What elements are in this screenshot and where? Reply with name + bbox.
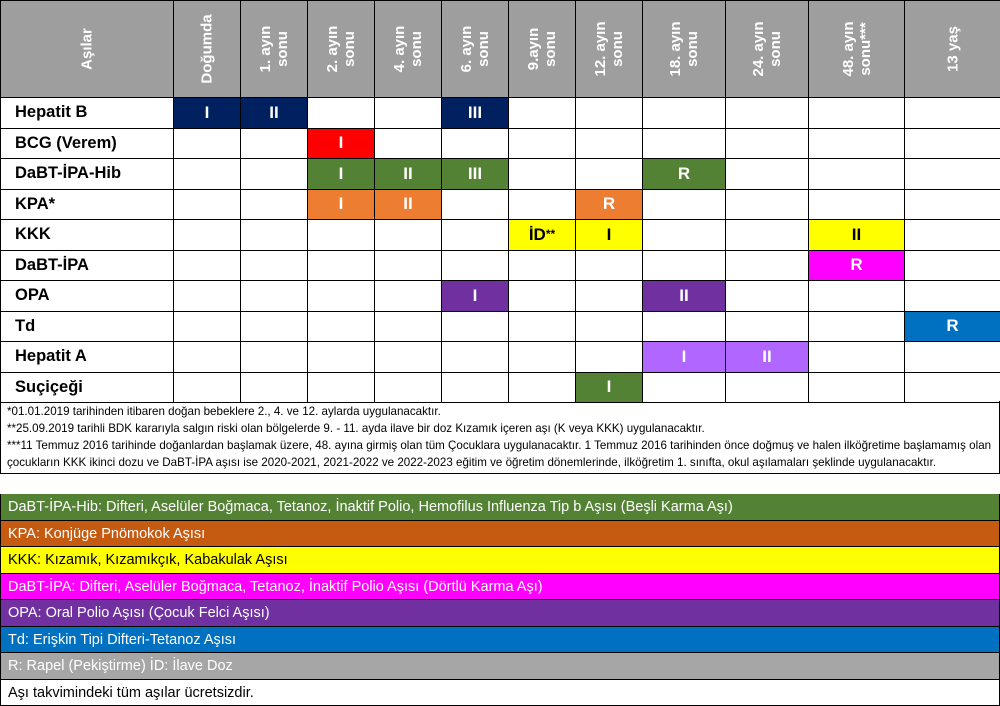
schedule-cell: [375, 372, 442, 403]
schedule-cell: [726, 311, 809, 342]
schedule-cell: [442, 342, 509, 373]
dose-label: I: [204, 102, 210, 122]
schedule-cell: [375, 220, 442, 251]
footnote-1: *01.01.2019 tarihinden itibaren doğan bebeklere 2., 4. ve 12. aylarda uygulanacaktır.: [7, 405, 441, 418]
header-line2: sonu: [684, 31, 701, 67]
footnote-3: ***11 Temmuz 2016 tarihinde doğanlardan başlamak üzere, 48. ayına girmiş olan tüm Çocuklara uygulanacaktır. 1 Temmuz 2016 tarihinden önce doğmuş ve halen ilköğretime başlamamış olan çocukların KKK ikinci dozu ve DaBT-İPA aşısı ise 2020-2021, 2021-2022 ve 2022-2023 eğitim ve öğretim dönemlerinde, ilköğretim 1. sınıfta, okul aşılamaları şeklinde uygulanacaktır.: [7, 439, 992, 469]
schedule-cell: [442, 372, 509, 403]
schedule-cell: [174, 281, 241, 312]
schedule-cell: [905, 372, 1000, 403]
header-column: [308, 1, 375, 98]
schedule-cell: [576, 159, 643, 190]
schedule-cell: [241, 128, 308, 159]
schedule-cell: [643, 220, 726, 251]
dose-label: R: [946, 316, 959, 336]
vaccine-name: Hepatit A: [1, 342, 174, 373]
table-row: [1, 189, 1000, 220]
legend-item: Aşı takvimindeki tüm aşılar ücretsizdir.: [0, 680, 1000, 706]
schedule-cell: [809, 372, 905, 403]
schedule-cell: [643, 98, 726, 129]
schedule-cell: [809, 189, 905, 220]
schedule-cell: [174, 220, 241, 251]
header-line1: 18. ayın: [667, 21, 684, 77]
header-column-label: [458, 26, 492, 73]
schedule-cell: [509, 128, 576, 159]
schedule-cell: [509, 250, 576, 281]
schedule-cell: [726, 220, 809, 251]
header-line1: 2. ayın: [324, 25, 341, 73]
dose-cell: [643, 159, 726, 190]
schedule-cell: [905, 128, 1000, 159]
dose-label: II: [679, 285, 689, 305]
dose-label: II: [403, 194, 413, 214]
legend-item: Td: Erişkin Tipi Difteri-Tetanoz Aşısı: [0, 627, 1000, 654]
header-column: [809, 1, 905, 98]
header-row: [1, 1, 1000, 98]
schedule-cell: [308, 250, 375, 281]
schedule-cell: [442, 220, 509, 251]
schedule-cell: [905, 159, 1000, 190]
schedule-cell: [375, 98, 442, 129]
schedule-cell: [726, 98, 809, 129]
vaccine-name: DaBT-İPA-Hib: [1, 159, 174, 190]
vaccine-name: BCG (Verem): [1, 128, 174, 159]
dose-cell: [174, 98, 241, 129]
vaccine-name: KPA*: [1, 189, 174, 220]
table-row: [1, 372, 1000, 403]
header-column-label: [944, 26, 961, 72]
header-line1: Doğumda: [198, 14, 216, 84]
dose-label: I: [606, 224, 612, 244]
dose-cell: [442, 281, 509, 312]
dose-cell: [509, 220, 576, 251]
header-line2: sonu: [274, 31, 291, 67]
header-line1: 1. ayın: [257, 25, 274, 73]
header-column: [375, 1, 442, 98]
header-column: [442, 1, 509, 98]
schedule-cell: [241, 311, 308, 342]
schedule-cell: [809, 128, 905, 159]
schedule-cell: [509, 189, 576, 220]
schedule-cell: [576, 128, 643, 159]
schedule-cell: [809, 311, 905, 342]
schedule-cell: [905, 220, 1000, 251]
schedule-cell: [576, 250, 643, 281]
schedule-cell: [375, 311, 442, 342]
header-column: [174, 1, 241, 98]
schedule-cell: [509, 98, 576, 129]
schedule-cell: [809, 98, 905, 129]
dose-cell: [726, 342, 809, 373]
dose-cell: [308, 128, 375, 159]
schedule-cell: [375, 281, 442, 312]
schedule-cell: [809, 281, 905, 312]
dose-label: I: [681, 346, 687, 366]
table-row: [1, 128, 1000, 159]
header-line1: 6. ayın: [458, 25, 475, 73]
header-line2: sonu***: [856, 22, 874, 76]
legend-item: KKK: Kızamık, Kızamıkçık, Kabakulak Aşısı: [0, 547, 1000, 574]
schedule-cell: [905, 98, 1000, 129]
schedule-cell: [726, 189, 809, 220]
schedule-cell: [576, 342, 643, 373]
schedule-cell: [509, 342, 576, 373]
dose-label: II: [762, 346, 772, 366]
dose-label: II: [269, 102, 279, 122]
dose-cell: [308, 189, 375, 220]
vaccine-name: Suçiçeği: [1, 372, 174, 403]
schedule-cell: [241, 189, 308, 220]
schedule-cell: [809, 159, 905, 190]
schedule-cell: [576, 311, 643, 342]
dose-footnote-mark: **: [545, 226, 556, 241]
header-line1: 12. ayın: [592, 21, 609, 77]
schedule-cell: [726, 281, 809, 312]
dose-label: I: [472, 285, 478, 305]
table-row: [1, 311, 1000, 342]
header-column-label: [592, 21, 626, 76]
table-row: [1, 342, 1000, 373]
vaccine-name: KKK: [1, 220, 174, 251]
dose-cell: [576, 220, 643, 251]
dose-label: İD: [528, 224, 546, 244]
schedule-cell: [509, 159, 576, 190]
header-column: [509, 1, 576, 98]
dose-label: III: [467, 102, 483, 122]
dose-cell: [442, 98, 509, 129]
header-column-label: [750, 21, 784, 76]
schedule-cell: [241, 342, 308, 373]
schedule-cell: [375, 128, 442, 159]
dose-cell: [643, 281, 726, 312]
footnote-2: **25.09.2019 tarihli BDK kararıyla salgın riski olan bölgelerde 9. - 11. ayda ilave bir doz Kızamık içeren aşı (K veya KKK) uygulanacaktır.: [7, 422, 705, 435]
schedule-cell: [174, 372, 241, 403]
schedule-cell: [442, 250, 509, 281]
header-line1: 24. ayın: [750, 21, 767, 77]
dose-label: I: [338, 163, 344, 183]
schedule-cell: [375, 250, 442, 281]
legend-item: KPA: Konjüge Pnömokok Aşısı: [0, 521, 1000, 548]
header-line1: 48. ayın: [839, 21, 857, 77]
schedule-cell: [308, 342, 375, 373]
header-column: [241, 1, 308, 98]
schedule-cell: [174, 250, 241, 281]
schedule-cell: [174, 159, 241, 190]
dose-label: I: [606, 377, 612, 397]
dose-cell: [809, 250, 905, 281]
table-row: [1, 250, 1000, 281]
schedule-cell: [308, 281, 375, 312]
schedule-cell: [726, 159, 809, 190]
dose-cell: [576, 189, 643, 220]
schedule-cell: [726, 128, 809, 159]
table-row: [1, 220, 1000, 251]
schedule-cell: [241, 220, 308, 251]
schedule-cell: [905, 250, 1000, 281]
dose-label: II: [403, 163, 413, 183]
header-vaccines-label: Aşılar: [78, 28, 96, 70]
dose-label: R: [850, 255, 863, 275]
header-column-label: [391, 26, 425, 73]
schedule-cell: [442, 311, 509, 342]
header-line2: sonu: [341, 31, 358, 67]
dose-cell: [375, 159, 442, 190]
dose-label: I: [338, 133, 344, 153]
schedule-cell: [576, 98, 643, 129]
schedule-cell: [905, 342, 1000, 373]
table-row: [1, 98, 1000, 129]
dose-cell: [442, 159, 509, 190]
schedule-cell: [308, 98, 375, 129]
header-line1: 13 yaş: [944, 26, 961, 72]
header-column-label: [199, 14, 216, 83]
footnotes: [0, 401, 1000, 474]
schedule-cell: [643, 372, 726, 403]
schedule-cell: [241, 281, 308, 312]
legend-item: R: Rapel (Pekiştirme) İD: İlave Doz: [0, 653, 1000, 680]
schedule-cell: [174, 128, 241, 159]
header-vaccines: [1, 1, 174, 98]
schedule-cell: [442, 189, 509, 220]
header-line2: sonu: [542, 31, 559, 67]
dose-cell: [905, 311, 1000, 342]
schedule-cell: [509, 281, 576, 312]
dose-cell: [576, 372, 643, 403]
schedule-cell: [643, 189, 726, 220]
dose-cell: [809, 220, 905, 251]
header-line2: sonu: [408, 31, 425, 67]
vaccine-name: Hepatit B: [1, 98, 174, 129]
header-line1: 9.ayın: [525, 27, 542, 71]
schedule-cell: [905, 189, 1000, 220]
schedule-cell: [905, 281, 1000, 312]
schedule-cell: [241, 159, 308, 190]
header-column-label: [324, 26, 358, 73]
schedule-cell: [643, 128, 726, 159]
header-line2: sonu: [609, 31, 626, 67]
header-column: [905, 1, 1000, 98]
header-column-label: [257, 26, 291, 73]
header-column: [576, 1, 643, 98]
schedule-cell: [375, 342, 442, 373]
vaccine-name: DaBT-İPA: [1, 250, 174, 281]
schedule-cell: [509, 372, 576, 403]
header-column-label: [840, 21, 874, 76]
schedule-cell: [643, 311, 726, 342]
dose-label: II: [851, 224, 862, 244]
header-column: [643, 1, 726, 98]
schedule-cell: [241, 372, 308, 403]
schedule-cell: [576, 281, 643, 312]
legend-item: OPA: Oral Polio Aşısı (Çocuk Felci Aşısı): [0, 600, 1000, 627]
schedule-cell: [726, 372, 809, 403]
header-line2: sonu: [767, 31, 784, 67]
table-row: [1, 159, 1000, 190]
schedule-cell: [308, 372, 375, 403]
schedule-cell: [509, 311, 576, 342]
dose-cell: [375, 189, 442, 220]
header-column: [726, 1, 809, 98]
header-column-label: [667, 21, 701, 76]
schedule-cell: [174, 189, 241, 220]
legend-item: DaBT-İPA: Difteri, Aselüler Boğmaca, Tetanoz, İnaktif Polio Aşısı (Dörtlü Karma Aşı): [0, 574, 1000, 601]
dose-cell: [643, 342, 726, 373]
schedule-cell: [442, 128, 509, 159]
schedule-cell: [241, 250, 308, 281]
header-column-label: [525, 28, 559, 71]
schedule-cell: [809, 342, 905, 373]
schedule-cell: [308, 220, 375, 251]
dose-cell: [308, 159, 375, 190]
dose-label: I: [338, 194, 344, 214]
dose-label: R: [677, 163, 691, 183]
vaccine-name: Td: [1, 311, 174, 342]
vaccine-name: OPA: [1, 281, 174, 312]
schedule-cell: [308, 311, 375, 342]
table-row: [1, 281, 1000, 312]
header-line2: sonu: [475, 31, 492, 67]
dose-label: III: [467, 163, 483, 183]
header-line1: 4. ayın: [391, 25, 408, 73]
schedule-cell: [726, 250, 809, 281]
vaccine-rows: [1, 98, 1000, 403]
schedule-cell: [174, 342, 241, 373]
dose-label: R: [602, 194, 616, 214]
dose-cell: [241, 98, 308, 129]
legend-item: DaBT-İPA-Hib: Difteri, Aselüler Boğmaca, Tetanoz, İnaktif Polio, Hemofilus Influenza Tip b Aşısı (Beşli Karma Aşı): [0, 494, 1000, 521]
schedule-cell: [643, 250, 726, 281]
schedule-cell: [174, 311, 241, 342]
